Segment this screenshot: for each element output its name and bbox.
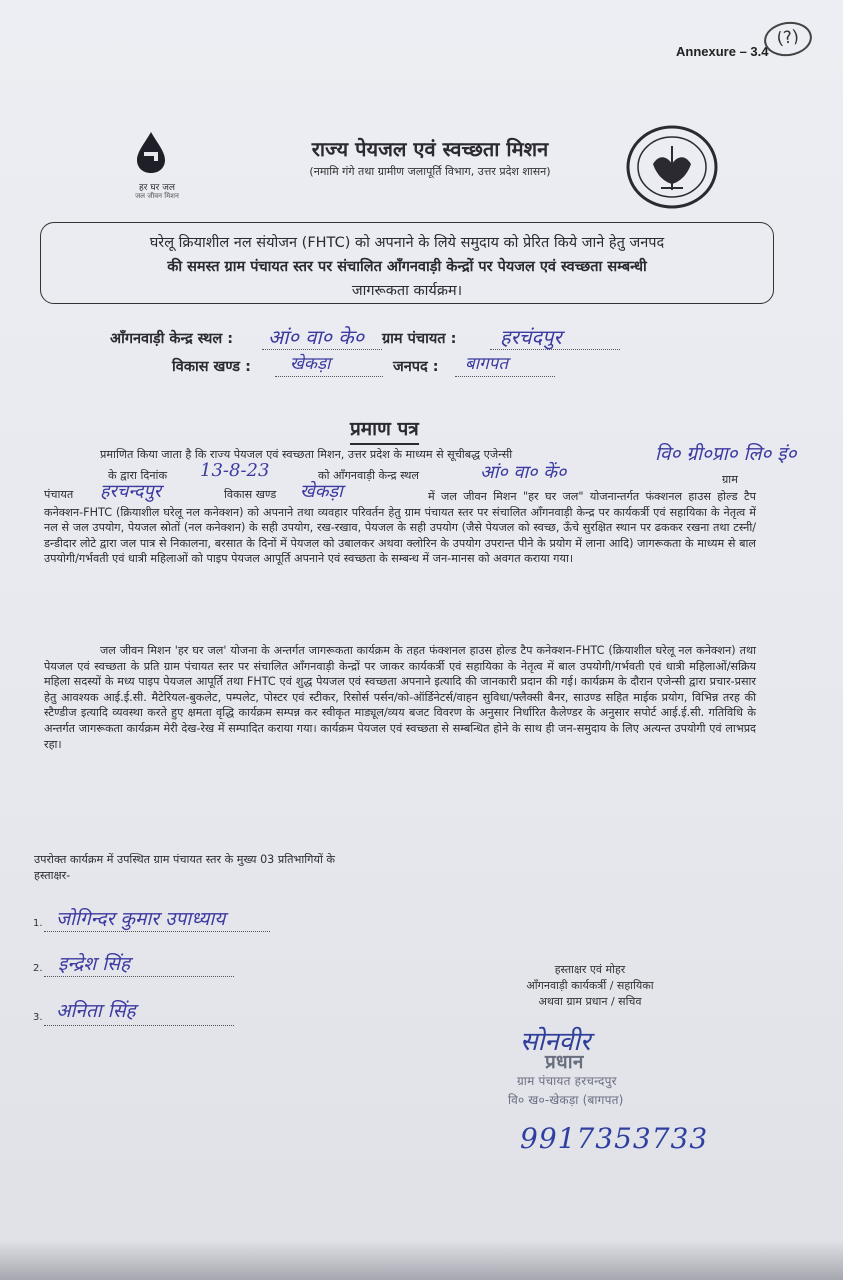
gram-panchayat-label: ग्राम पंचायत : [382,331,457,347]
para2-body: जल जीवन मिशन 'हर घर जल' योजना के अन्तर्गत जागरूकता कार्यक्रम के तहत फंक्शनल हाउस होल्ड टैप कनेक्शन-FHTC (क्रियाशील घरेलू नल कनेक्शन) तथा पेयजल एवं स्वच्छता के प्रति ग्राम पंचायत स्तर पर संचालित आँगनवाड़ी केन्द्रों पर जाकर कार्यकर्त्री एवं सहायिका के नेतृत्व में बाल उपयोगी/गर्भवती एवं धात्री महिलाओं/सक्रिय महिला सदस्यों के मध्य पाइप पेयजल आपूर्ति तथा FHTC एवं शुद्ध पेयजल एवं स्वच्छता अपनाने इत्यादि की जानकारी प्रदान की गई। कार्यक्रम के दौरान एजेन्सी द्वारा प्रचार-प्रसार हेतु आवश्यक आई.ई.सी. मैटेरियल-बुकलेट, पम्पलेट, पोस्टर एवं स्टीकर, रिसोर्स पर्सन/को-ऑर्डिनेटर्स/वाहन सुविधा/फ्लैक्सी बैनर, साउण्ड सहित माईक प्रयोग, विभिन्न तरह की स्टैण्डीज इत्यादि व्यवस्था करते हुए क्षमता वृद्धि कार्यक्रम सम्पन्न कर स्वीकृत माड्यूल/व्यय बजट विवरण के अनुसार निर्धारित कैलेण्डर के अनुसार सपोर्ट आई.ई.सी. गतिविधि के अन्तर्गत जागरूकता कार्यक्रम मेरी देख-रेख में सम्पादित कराया गया। कार्यक्रम पेयजल एवं स्वच्छता से सम्बन्धित होने के साथ ही जन-समुदाय के लिए अत्यन्त उपयोगी एवं लाभप्रद रहा। [44,644,756,751]
certificate-title: प्रमाण पत्र [350,415,419,445]
seal-gram-panchayat: ग्राम पंचायत हरचन्दपुर [517,1074,617,1088]
vikas-khand-value: खेकड़ा [290,354,331,374]
signature-stamp-block [490,962,690,1010]
water-drop-icon [134,130,168,174]
filled-date: 13-8-23 [200,460,270,481]
stamp-line-1: हस्ताक्षर एवं मोहर [554,963,626,976]
para1-date-label: के द्वारा दिनांक [108,469,168,482]
sig-number-3: 3. [33,1012,43,1023]
para1-sthal-label: को आँगनवाड़ी केन्द्र स्थल [318,469,419,482]
anganwadi-label: आँगनवाड़ी केन्द्र स्थल : [110,331,234,347]
signatures-heading-1: उपरोक्त कार्यक्रम में उपस्थित ग्राम पंचायत स्तर के मुख्य 03 प्रतिभागियों के [34,853,335,866]
para1-khand-label: विकास खण्ड [224,488,277,501]
program-line-1: घरेलू क्रियाशील नल संयोजन (FHTC) को अपनाने के लिये समुदाय को प्रेरित किये जाने हेतु जनपद [149,235,665,251]
stamp-line-3: अथवा ग्राम प्रधान / सचिव [538,995,642,1008]
page-title: राज्य पेयजल एवं स्वच्छता मिशन [311,137,549,161]
logo-left-line1: हर घर जल [139,183,175,193]
annexure-label: Annexure – 3.4 [676,44,769,59]
signatures-heading-2: हस्ताक्षर- [34,869,71,882]
anganwadi-value: आं० वा० के० [268,325,365,349]
participant-signature-2: इन्द्रेश सिंह [58,953,131,975]
filled-khand: खेकड़ा [300,481,343,502]
gram-panchayat-value: हरचंदपुर [500,325,562,349]
janpad-line [455,375,555,377]
stamp-line-2: आँगनवाड़ी कार्यकर्त्री / सहायिका [526,979,654,992]
program-line-3: जागरूकता कार्यक्रम। [351,283,463,299]
program-description-box [40,222,774,304]
seal-vikas-khand: वि० ख०-खेकड़ा (बागपत) [508,1093,624,1107]
janpad-label: जनपद : [393,359,439,375]
sig-number-2: 2. [33,963,43,974]
vikas-khand-label: विकास खण्ड : [172,359,251,375]
logo-left-line2: जल जीवन मिशन [135,192,179,200]
filled-gram: हरचन्दपुर [100,481,162,502]
participant-signature-3: अनिता सिंह [56,1000,136,1022]
filled-agency: वि० ग्री०प्रा० लि० इं० [655,443,797,465]
participant-signature-1: जोगिन्दर कुमार उपाध्याय [56,908,226,930]
phone-number: 9917353733 [520,1122,709,1155]
pradhan-signature: सोनवीर [520,1027,591,1057]
seal-pradhan: प्रधान [545,1051,584,1073]
para1-panchayat-label: पंचायत [44,488,74,501]
har-ghar-jal-logo [100,130,210,210]
sig-number-1: 1. [33,918,43,929]
para1-line1: प्रमाणित किया जाता है कि राज्य पेयजल एवं स्वच्छता मिशन, उत्तर प्रदेश के माध्यम से सूचीबद्ध एजेन्सी [100,448,513,461]
page-subtitle: (नमामि गंगे तथा ग्रामीण जलापूर्ति विभाग, उत्तर प्रदेश शासन) [309,165,551,178]
sig-line-3 [44,1024,234,1026]
vikas-khand-line [275,375,383,377]
filled-sthal: आं० वा० कें० [480,462,567,483]
janpad-value: बागपत [465,354,509,374]
program-line-2: की समस्त ग्राम पंचायत स्तर पर संचालित आँगनवाड़ी केन्द्रों पर पेयजल एवं स्वच्छता सम्बन्धी [167,259,647,275]
para1-body: में जल जीवन मिशन "हर घर जल" योजनान्तर्गत फंक्शनल हाउस होल्ड टैप कनेक्शन-FHTC (क्रियाशील घरेलू नल कनेक्शन) को अपनाने तथा व्यवहार परिवर्तन हेतु ग्राम पंचायत स्तर पर संचालित आँगनवाड़ी केन्द्र पर कार्यकर्त्री एवं सहायिका के नेतृत्व में नल से जल उपयोग, पेयजल स्रोतों (नल कनेक्शन) के सही उपयोग, रख-रखाव, पेयजल के सही उपयोग (जैसे पेयजल को स्वच्छ, ऊँचे सुरक्षित स्थान पर ढककर रखना तथा टस्नी/डन्डीदार लोटे द्वारा जल पात्र से निकालना, बरसात के दिनों में पेयजल को उबालकर अथवा क्लोरिन के उपयोग उपरान्त पीने के प्रयोग में लाना आदि) जागरूकता के माध्यम से बाल उपयोगी/गर्भवती एवं धात्री महिलाओं को पाइप पेयजल आपूर्ति अपनाने एवं स्वच्छता के सम्बन्ध में जन-मानस को अवगत कराया गया। [44,490,756,566]
para1-gram-label: ग्राम [722,473,738,486]
annexure-question-mark: (?) [762,19,814,59]
